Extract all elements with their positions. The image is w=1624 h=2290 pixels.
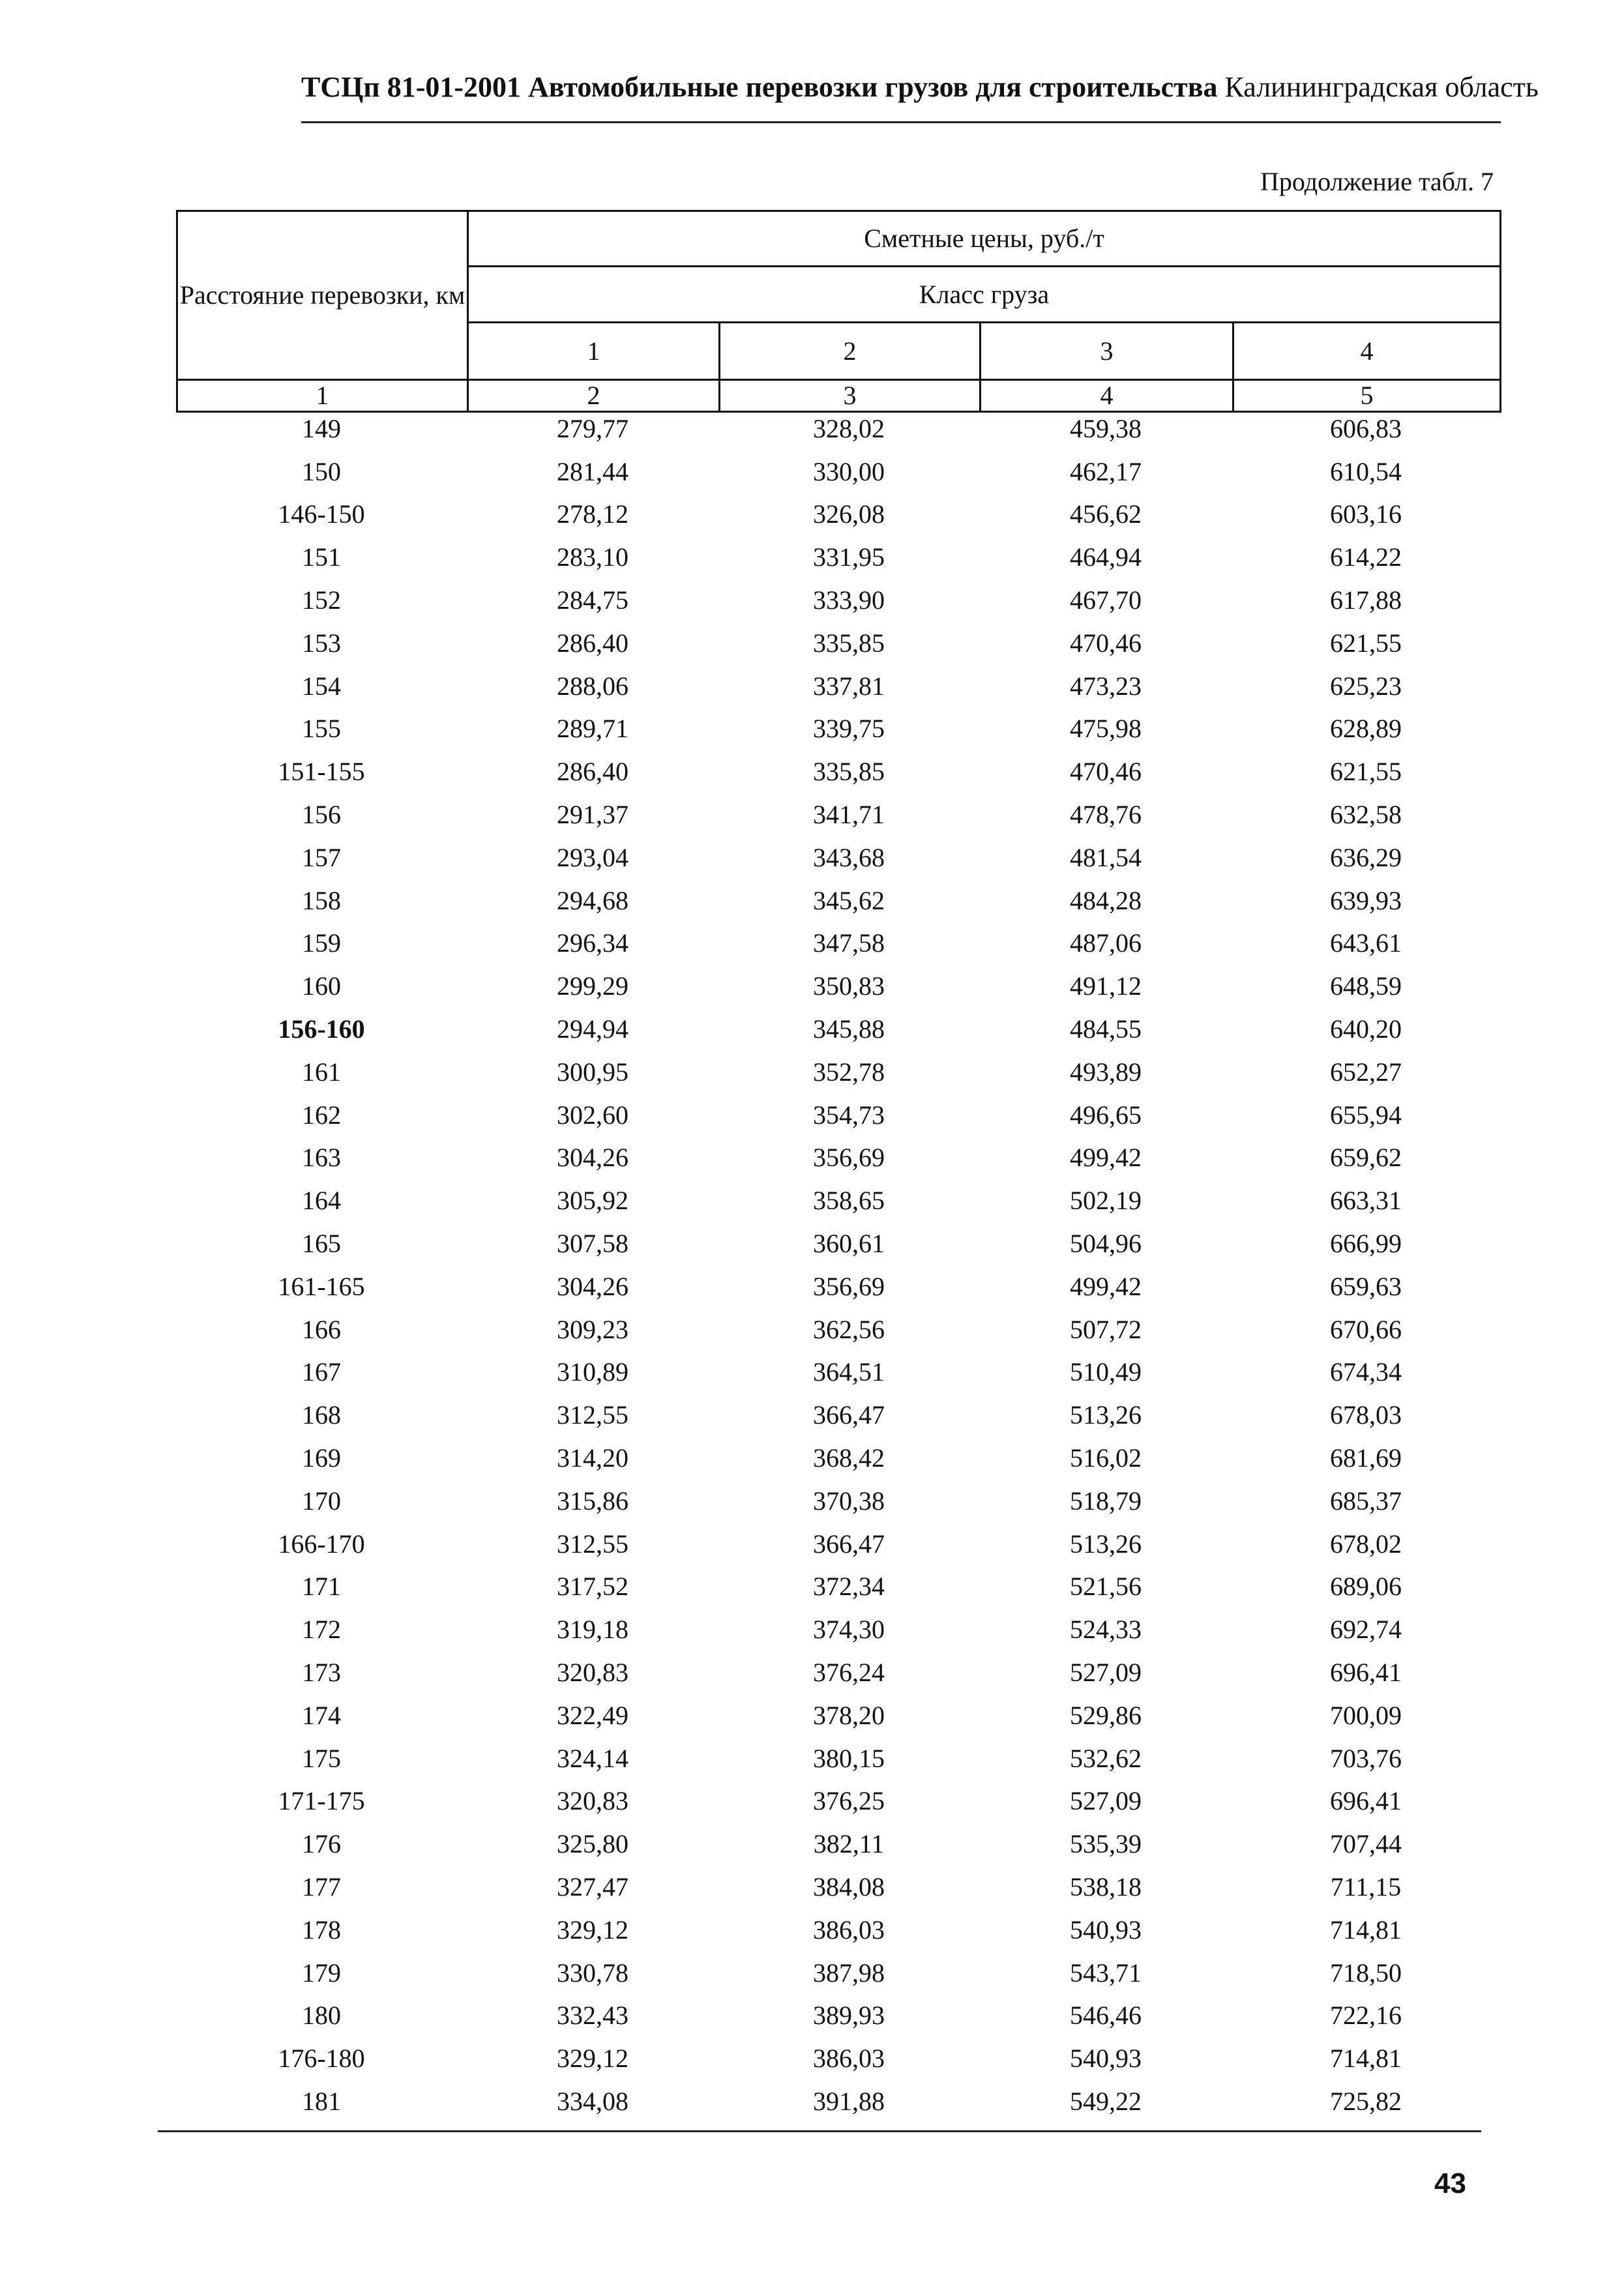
- price-cell: 294,68: [557, 885, 628, 915]
- table-row: [176, 1179, 1499, 1222]
- table-row: [176, 1094, 1499, 1137]
- price-cell: 320,83: [557, 1658, 628, 1687]
- price-cell: 546,46: [1070, 2001, 1142, 2031]
- price-cell: 643,61: [1330, 928, 1402, 958]
- distance-cell: 150: [302, 456, 341, 486]
- price-cell: 692,74: [1330, 1615, 1402, 1645]
- price-cell: 382,11: [813, 1829, 885, 1859]
- price-cell: 339,75: [813, 714, 885, 744]
- price-cell: 632,58: [1330, 800, 1402, 830]
- price-cell: 518,79: [1070, 1486, 1142, 1516]
- price-cell: 360,61: [813, 1229, 885, 1259]
- price-cell: 666,99: [1330, 1229, 1402, 1259]
- price-cell: 703,76: [1330, 1743, 1402, 1773]
- table-row: [176, 665, 1499, 708]
- price-cell: 655,94: [1330, 1100, 1402, 1130]
- price-cell: 362,56: [813, 1314, 885, 1344]
- distance-cell: 171-175: [278, 1786, 365, 1816]
- price-cell: 496,65: [1070, 1100, 1142, 1130]
- price-cell: 621,55: [1330, 757, 1402, 787]
- price-cell: 343,68: [813, 842, 885, 872]
- price-cell: 535,39: [1070, 1829, 1142, 1859]
- table-row: [176, 579, 1499, 622]
- price-cell: 332,43: [557, 2001, 628, 2031]
- page-number: 43: [1434, 2167, 1466, 2199]
- price-cell: 356,69: [813, 1143, 885, 1173]
- table-row: [176, 1480, 1499, 1523]
- table-row: [176, 1952, 1499, 1995]
- table-row: [176, 1008, 1499, 1051]
- price-cell: 504,96: [1070, 1229, 1142, 1259]
- table-row: [176, 1523, 1499, 1566]
- price-cell: 696,41: [1330, 1786, 1402, 1816]
- class-number: 4: [1233, 323, 1501, 380]
- price-cell: 387,98: [813, 1958, 885, 1988]
- table-row: [176, 1780, 1499, 1823]
- price-cell: 478,76: [1070, 800, 1142, 830]
- distance-cell: 167: [302, 1357, 341, 1387]
- price-table-body: [176, 407, 1499, 2123]
- price-cell: 370,38: [813, 1486, 885, 1516]
- price-cell: 540,93: [1070, 2044, 1142, 2074]
- price-cell: 352,78: [813, 1057, 885, 1087]
- price-cell: 286,40: [557, 757, 628, 787]
- price-cell: 291,37: [557, 800, 628, 830]
- distance-cell: 173: [302, 1658, 341, 1687]
- table-row: [176, 1994, 1499, 2037]
- distance-cell: 179: [302, 1958, 341, 1988]
- price-cell: 513,26: [1070, 1529, 1142, 1559]
- price-cell: 527,09: [1070, 1658, 1142, 1687]
- price-cell: 368,42: [813, 1443, 885, 1473]
- price-cell: 331,95: [813, 542, 885, 572]
- price-cell: 464,94: [1070, 542, 1142, 572]
- table-row: [176, 1694, 1499, 1737]
- price-cell: 718,50: [1330, 1958, 1402, 1988]
- distance-cell: 155: [302, 714, 341, 744]
- table-row: [176, 922, 1499, 965]
- price-cell: 487,06: [1070, 928, 1142, 958]
- table-row: [176, 1222, 1499, 1265]
- table-row: [176, 1909, 1499, 1952]
- price-cell: 603,16: [1330, 499, 1402, 529]
- price-cell: 304,26: [557, 1271, 628, 1301]
- price-cell: 310,89: [557, 1357, 628, 1387]
- price-cell: 307,58: [557, 1229, 628, 1259]
- table-row: [176, 622, 1499, 665]
- price-cell: 491,12: [1070, 971, 1142, 1001]
- table-row: [176, 2037, 1499, 2080]
- table-row: [176, 1137, 1499, 1180]
- price-cell: 510,49: [1070, 1357, 1142, 1387]
- price-cell: 330,00: [813, 456, 885, 486]
- price-cell: 663,31: [1330, 1186, 1402, 1216]
- price-cell: 364,51: [813, 1357, 885, 1387]
- price-cell: 636,29: [1330, 842, 1402, 872]
- price-cell: 540,93: [1070, 1915, 1142, 1945]
- price-cell: 299,29: [557, 971, 628, 1001]
- price-cell: 334,08: [557, 2086, 628, 2116]
- bottom-rule: [158, 2130, 1481, 2132]
- distance-cell: 154: [302, 671, 341, 701]
- price-cell: 341,71: [813, 800, 885, 830]
- price-cell: 389,93: [813, 2001, 885, 2031]
- price-cell: 337,81: [813, 671, 885, 701]
- price-cell: 345,88: [813, 1014, 885, 1044]
- price-cell: 380,15: [813, 1743, 885, 1773]
- price-cell: 711,15: [1330, 1872, 1402, 1901]
- price-cell: 300,95: [557, 1057, 628, 1087]
- distance-cell: 170: [302, 1486, 341, 1516]
- distance-cell: 176-180: [278, 2044, 365, 2074]
- distance-cell: 158: [302, 885, 341, 915]
- price-cell: 502,19: [1070, 1186, 1142, 1216]
- price-cell: 386,03: [813, 1915, 885, 1945]
- price-cell: 366,47: [813, 1529, 885, 1559]
- price-cell: 516,02: [1070, 1443, 1142, 1473]
- price-cell: 696,41: [1330, 1658, 1402, 1687]
- distance-cell: 151-155: [278, 757, 365, 787]
- table-row: [176, 1265, 1499, 1308]
- price-cell: 378,20: [813, 1700, 885, 1730]
- price-cell: 659,63: [1330, 1271, 1402, 1301]
- price-cell: 304,26: [557, 1143, 628, 1173]
- price-cell: 314,20: [557, 1443, 628, 1473]
- table-header: [176, 210, 1501, 413]
- distance-cell: 160: [302, 971, 341, 1001]
- price-cell: 376,24: [813, 1658, 885, 1687]
- price-cell: 374,30: [813, 1615, 885, 1645]
- distance-cell: 168: [302, 1400, 341, 1430]
- price-cell: 358,65: [813, 1186, 885, 1216]
- table-row: [176, 1651, 1499, 1694]
- price-cell: 319,18: [557, 1615, 628, 1645]
- price-cell: 470,46: [1070, 757, 1142, 787]
- table-row: [176, 1823, 1499, 1866]
- price-cell: 333,90: [813, 585, 885, 615]
- price-cell: 507,72: [1070, 1314, 1142, 1344]
- price-cell: 328,02: [813, 413, 885, 443]
- distance-cell: 166-170: [278, 1529, 365, 1559]
- price-cell: 329,12: [557, 1915, 628, 1945]
- table-rows: [176, 407, 1499, 2123]
- price-cell: 640,20: [1330, 1014, 1402, 1044]
- price-cell: 325,80: [557, 1829, 628, 1859]
- table-row: [176, 1866, 1499, 1909]
- price-cell: 322,49: [557, 1700, 628, 1730]
- price-cell: 335,85: [813, 628, 885, 658]
- distance-cell: 172: [302, 1615, 341, 1645]
- distance-cell: 181: [302, 2086, 341, 2116]
- price-cell: 639,93: [1330, 885, 1402, 915]
- price-cell: 678,02: [1330, 1529, 1402, 1559]
- price-cell: 330,78: [557, 1958, 628, 1988]
- price-cell: 499,42: [1070, 1143, 1142, 1173]
- class-number: 3: [981, 323, 1233, 380]
- price-cell: 386,03: [813, 2044, 885, 2074]
- distance-cell: 176: [302, 1829, 341, 1859]
- price-cell: 473,23: [1070, 671, 1142, 701]
- price-cell: 707,44: [1330, 1829, 1402, 1859]
- distance-cell: 164: [302, 1186, 341, 1216]
- distance-cell: 165: [302, 1229, 341, 1259]
- table-row: [176, 450, 1499, 493]
- price-cell: 286,40: [557, 628, 628, 658]
- table-row: [176, 407, 1499, 450]
- table-row: [176, 1437, 1499, 1480]
- price-cell: 606,83: [1330, 413, 1402, 443]
- distance-cell: 163: [302, 1143, 341, 1173]
- price-cell: 284,75: [557, 585, 628, 615]
- price-cell: 335,85: [813, 757, 885, 787]
- price-cell: 462,17: [1070, 456, 1142, 486]
- price-cell: 329,12: [557, 2044, 628, 2074]
- price-cell: 549,22: [1070, 2086, 1142, 2116]
- price-cell: 617,88: [1330, 585, 1402, 615]
- price-cell: 459,38: [1070, 413, 1142, 443]
- price-cell: 283,10: [557, 542, 628, 572]
- price-cell: 493,89: [1070, 1057, 1142, 1087]
- distance-cell: 156-160: [278, 1014, 365, 1044]
- price-cell: 725,82: [1330, 2086, 1402, 2116]
- table-row: [176, 836, 1499, 879]
- table-row: [176, 879, 1499, 922]
- price-cell: 628,89: [1330, 714, 1402, 744]
- distance-cell: 152: [302, 585, 341, 615]
- price-cell: 294,94: [557, 1014, 628, 1044]
- price-cell: 312,55: [557, 1400, 628, 1430]
- price-cell: 305,92: [557, 1186, 628, 1216]
- table-row: [176, 2080, 1499, 2123]
- table-row: [176, 1737, 1499, 1780]
- price-cell: 456,62: [1070, 499, 1142, 529]
- price-cell: 366,47: [813, 1400, 885, 1430]
- price-cell: 532,62: [1070, 1743, 1142, 1773]
- column-number: 5: [1233, 380, 1501, 412]
- distance-cell: 146-150: [278, 499, 365, 529]
- table-row: [176, 1051, 1499, 1094]
- price-cell: 320,83: [557, 1786, 628, 1816]
- price-cell: 521,56: [1070, 1572, 1142, 1602]
- price-cell: 350,83: [813, 971, 885, 1001]
- distance-cell: 157: [302, 842, 341, 872]
- price-cell: 356,69: [813, 1271, 885, 1301]
- price-cell: 288,06: [557, 671, 628, 701]
- price-cell: 648,59: [1330, 971, 1402, 1001]
- distance-cell: 162: [302, 1100, 341, 1130]
- price-cell: 499,42: [1070, 1271, 1142, 1301]
- distance-cell: 159: [302, 928, 341, 958]
- price-cell: 293,04: [557, 842, 628, 872]
- table-row: [176, 1608, 1499, 1651]
- price-cell: 527,09: [1070, 1786, 1142, 1816]
- price-cell: 372,34: [813, 1572, 885, 1602]
- class-number: 2: [720, 323, 981, 380]
- price-cell: 652,27: [1330, 1057, 1402, 1087]
- distance-cell: 177: [302, 1872, 341, 1901]
- table-row: [176, 793, 1499, 836]
- column-number: 1: [177, 380, 468, 412]
- distance-cell: 180: [302, 2001, 341, 2031]
- distance-cell: 169: [302, 1443, 341, 1473]
- distance-cell: 161: [302, 1057, 341, 1087]
- price-cell: 317,52: [557, 1572, 628, 1602]
- price-cell: 309,23: [557, 1314, 628, 1344]
- price-cell: 289,71: [557, 714, 628, 744]
- distance-cell: 149: [302, 413, 341, 443]
- price-cell: 391,88: [813, 2086, 885, 2116]
- price-cell: 685,37: [1330, 1486, 1402, 1516]
- price-cell: 467,70: [1070, 585, 1142, 615]
- price-cell: 714,81: [1330, 2044, 1402, 2074]
- price-cell: 376,25: [813, 1786, 885, 1816]
- price-cell: 345,62: [813, 885, 885, 915]
- header-title: ТСЦп 81-01-2001 Автомобильные перевозки грузов для строительства: [301, 71, 1218, 103]
- header-distance: Расстояние перевозки, км: [177, 211, 468, 380]
- column-number: 3: [720, 380, 981, 412]
- distance-cell: 151: [302, 542, 341, 572]
- price-cell: 681,69: [1330, 1443, 1402, 1473]
- price-cell: 278,12: [557, 499, 628, 529]
- price-cell: 610,54: [1330, 456, 1402, 486]
- price-cell: 538,18: [1070, 1872, 1142, 1901]
- class-number: 1: [468, 323, 720, 380]
- table-row: [176, 750, 1499, 793]
- price-cell: 614,22: [1330, 542, 1402, 572]
- distance-cell: 175: [302, 1743, 341, 1773]
- price-cell: 296,34: [557, 928, 628, 958]
- price-cell: 722,16: [1330, 2001, 1402, 2031]
- price-cell: 621,55: [1330, 628, 1402, 658]
- distance-cell: 153: [302, 628, 341, 658]
- distance-cell: 156: [302, 800, 341, 830]
- price-cell: 670,66: [1330, 1314, 1402, 1344]
- distance-cell: 174: [302, 1700, 341, 1730]
- price-cell: 475,98: [1070, 714, 1142, 744]
- price-cell: 659,62: [1330, 1143, 1402, 1173]
- table-row: [176, 965, 1499, 1008]
- price-cell: 674,34: [1330, 1357, 1402, 1387]
- column-number: 4: [981, 380, 1233, 412]
- column-number: 2: [468, 380, 720, 412]
- table-row: [176, 493, 1499, 536]
- price-cell: 625,23: [1330, 671, 1402, 701]
- price-cell: 279,77: [557, 413, 628, 443]
- price-cell: 484,55: [1070, 1014, 1142, 1044]
- header-cargo-class: Класс груза: [468, 267, 1501, 323]
- price-cell: 302,60: [557, 1100, 628, 1130]
- distance-cell: 178: [302, 1915, 341, 1945]
- table-row: [176, 1351, 1499, 1394]
- price-cell: 689,06: [1330, 1572, 1402, 1602]
- table-row: [176, 536, 1499, 579]
- price-cell: 312,55: [557, 1529, 628, 1559]
- table-row: [176, 708, 1499, 751]
- price-cell: 524,33: [1070, 1615, 1142, 1645]
- price-cell: 384,08: [813, 1872, 885, 1901]
- distance-cell: 171: [302, 1572, 341, 1602]
- price-cell: 324,14: [557, 1743, 628, 1773]
- price-cell: 347,58: [813, 928, 885, 958]
- header-region: Калининградская область: [1224, 71, 1539, 103]
- table-row: [176, 1566, 1499, 1609]
- distance-cell: 161-165: [278, 1271, 365, 1301]
- table-row: [176, 1394, 1499, 1437]
- header-prices: Сметные цены, руб./т: [468, 211, 1501, 267]
- table-row: [176, 1308, 1499, 1351]
- price-cell: 700,09: [1330, 1700, 1402, 1730]
- table-continuation-label: Продолжение табл. 7: [1260, 167, 1494, 196]
- price-cell: 678,03: [1330, 1400, 1402, 1430]
- price-cell: 326,08: [813, 499, 885, 529]
- distance-cell: 166: [302, 1314, 341, 1344]
- header-rule: [301, 121, 1501, 123]
- price-cell: 354,73: [813, 1100, 885, 1130]
- document-header: [301, 70, 1539, 104]
- price-cell: 714,81: [1330, 1915, 1402, 1945]
- price-cell: 529,86: [1070, 1700, 1142, 1730]
- price-cell: 543,71: [1070, 1958, 1142, 1988]
- price-cell: 327,47: [557, 1872, 628, 1901]
- price-cell: 513,26: [1070, 1400, 1142, 1430]
- price-cell: 470,46: [1070, 628, 1142, 658]
- price-cell: 481,54: [1070, 842, 1142, 872]
- price-cell: 281,44: [557, 456, 628, 486]
- price-cell: 484,28: [1070, 885, 1142, 915]
- price-cell: 315,86: [557, 1486, 628, 1516]
